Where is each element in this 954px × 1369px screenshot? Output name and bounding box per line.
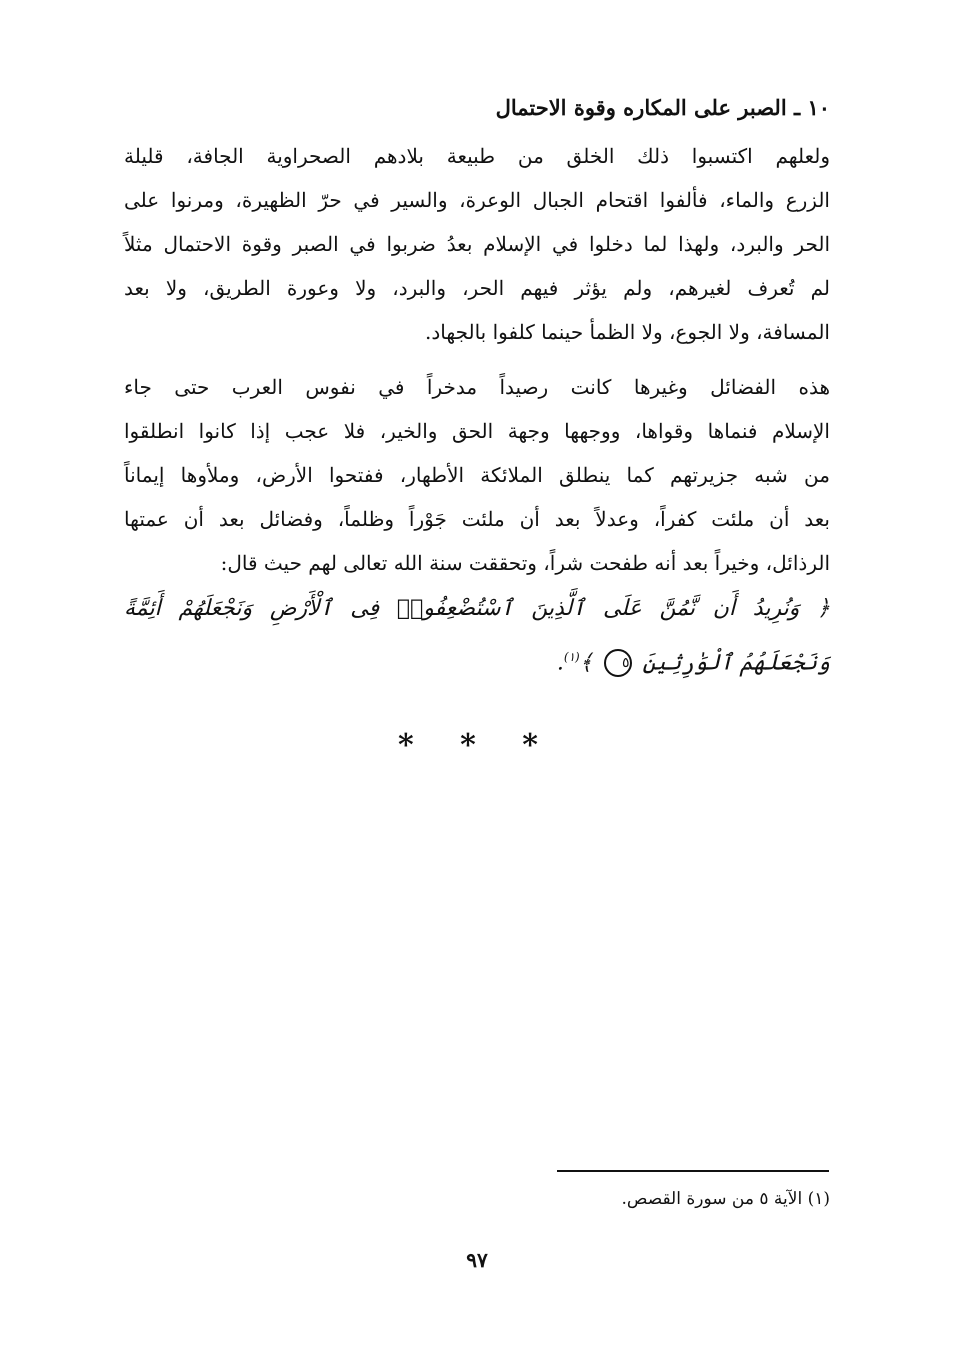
paragraph-line: الزرع والماء، فألفوا اقتحام الجبال الوعرة، والسير في حرّ الظهيرة، ومرنوا على [124, 188, 830, 212]
paragraph-line: ولعلهم اكتسبوا ذلك الخلق من طبيعة بلادهم الصحراوية الجافة، قليلة [124, 144, 830, 168]
paragraph-line: من شبه جزيرتهم كما ينطلق الملائكة الأطهار، ففتحوا الأرض، وملأوها إيماناً [124, 463, 830, 487]
ayah-number-marker: ٥ [604, 649, 632, 677]
verse-line-2 [124, 633, 830, 687]
paragraph-2 [124, 365, 830, 585]
footnote: (١) الآية ٥ من سورة القصص. [621, 1189, 830, 1209]
footnote-divider [557, 1170, 829, 1172]
page-number: ٩٧ [466, 1248, 488, 1272]
paragraph-line: الإسلام فنماها وقواها، ووجهها وجهة الحق والخير، فلا عجب إذا كانوا انطلقوا [124, 419, 830, 443]
paragraph-line: الرذائل، وخيراً بعد أنه طفحت شراً، وتحققت سنة الله تعالى لهم حيث قال: [220, 551, 830, 575]
quran-verse [124, 585, 830, 687]
verse-closing-bracket: ﴾ [579, 650, 593, 676]
verse-text: وَنَجْعَلَهُمُ ٱلْوَٰرِثِينَ [642, 650, 830, 676]
section-heading: ١٠ ـ الصبر على المكاره وقوة الاحتمال [495, 95, 830, 120]
paragraph-line: هذه الفضائل وغيرها كانت رصيداً مدخراً في نفوس العرب حتى جاء [124, 375, 830, 399]
verse-line: ﴿ وَنُرِيدُ أَن نَّمُنَّ عَلَى ٱلَّذِينَ ٱسْتُضْعِفُوا۟ فِى ٱلْأَرْضِ وَنَجْعَلَهُمْ أَئِمَّةً [124, 596, 830, 621]
paragraph-1 [124, 134, 830, 354]
paragraph-line: بعد أن ملئت كفراً، وعدلاً بعد أن ملئت جَوْراً وظلماً، وفضائل بعد أن عمتها [124, 507, 830, 531]
paragraph-line: الحر والبرد، ولهذا لما دخلوا في الإسلام بعدُ ضربوا في الصبر وقوة الاحتمال مثلاً [124, 232, 830, 256]
paragraph-line: لم تُعرف لغيرهم، ولم يؤثر فيهم الحر، والبرد، ولا وعورة الطريق، ولا بعد [124, 276, 830, 300]
paragraph-line: المسافة، ولا الجوع، ولا الظمأ حينما كلفوا بالجهاد. [425, 320, 830, 344]
footnote-reference: (١) [563, 650, 580, 664]
section-separator: * * * [398, 728, 556, 763]
verse-end-period: . [556, 650, 564, 676]
